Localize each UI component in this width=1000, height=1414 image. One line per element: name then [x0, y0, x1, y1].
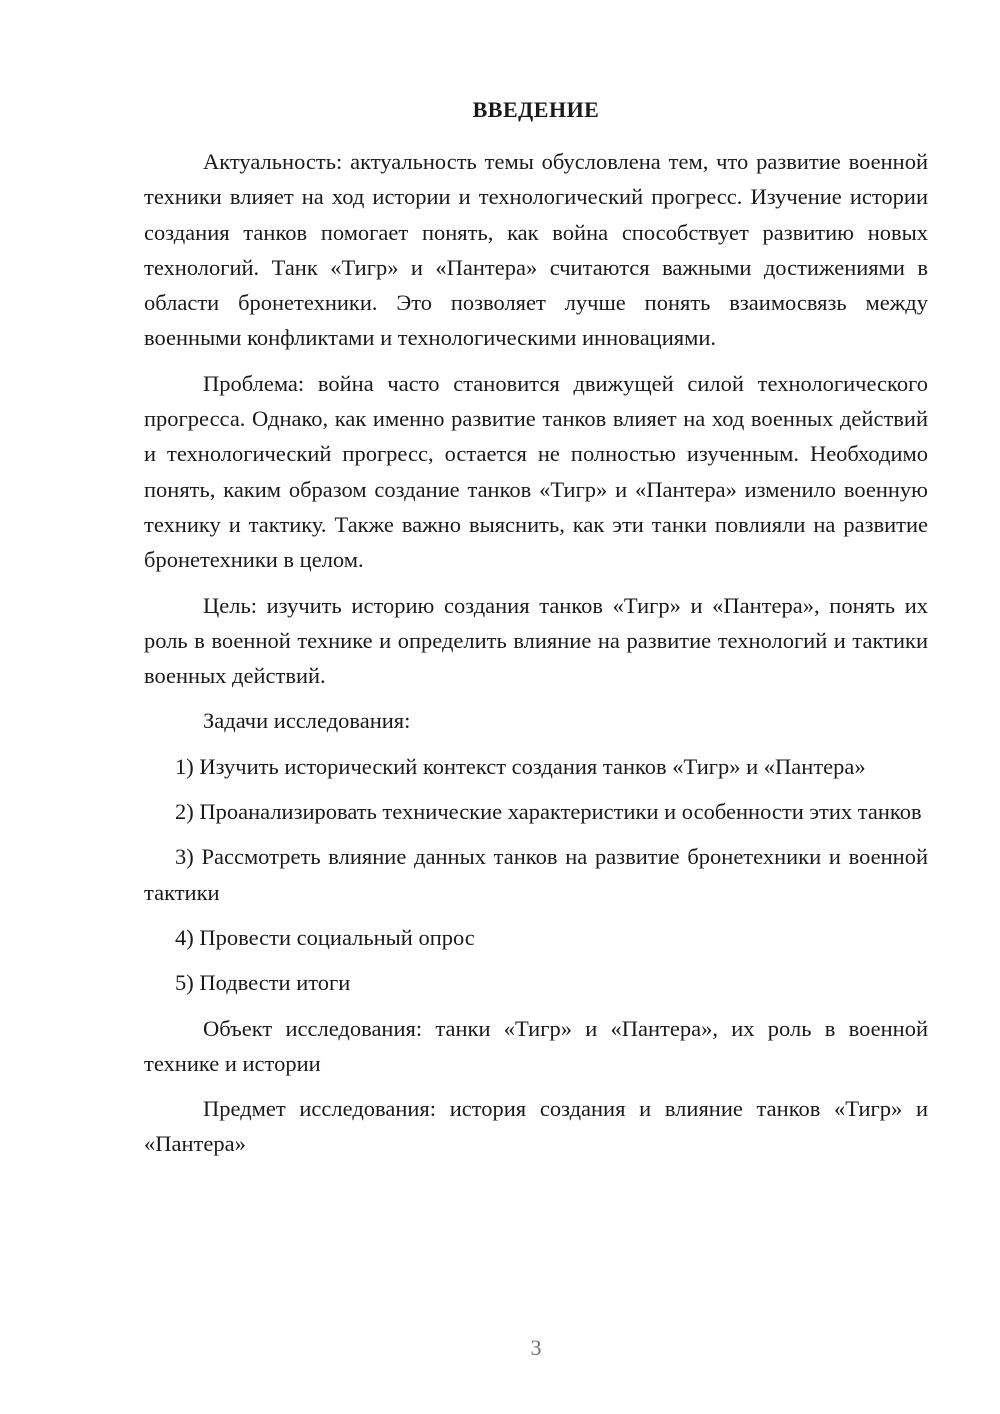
subject-paragraph: Предмет исследования: история создания и влияние танков «Тигр» и «Пантера» — [144, 1096, 928, 1157]
task-item: 3) Рассмотреть влияние данных танков на развитие бронетехники и военной тактики — [144, 844, 928, 905]
document-body — [144, 144, 928, 1172]
tasks-heading: Задачи исследования: — [203, 708, 411, 734]
task-item: 4) Провести социальный опрос — [175, 924, 475, 950]
problem-paragraph: Проблема: война часто становится движущей силой технологического прогресса. Однако, как именно развитие танков влияет на ход военных действий и технологический прогресс, остается не полностью изученным. Необходимо понять, каким образом создание танков «Тигр» и «Пантера» изменило военную технику и тактику. Также важно выяснить, как эти танки повлияли на развитие бронетехники в целом. — [144, 370, 928, 573]
task-item: 5) Подвести итоги — [175, 970, 351, 996]
relevance-paragraph: Актуальность: актуальность темы обусловлена тем, что развитие военной техники влияет на ход истории и технологический прогресс. Изучение истории создания танков помогает понять, как война способствует развитию новых технологий. Танк «Тигр» и «Пантера» считаются важными достижениями в области бронетехники. Это позволяет лучше понять взаимосвязь между военными конфликтами и технологическими инновациями. — [144, 149, 928, 351]
page-number: 3 — [530, 1335, 542, 1360]
task-item: 2) Проанализировать технические характеристики и особенности этих танков — [175, 799, 922, 825]
task-item: 1) Изучить исторический контекст создания танков «Тигр» и «Пантера» — [175, 753, 866, 779]
goal-paragraph: Цель: изучить историю создания танков «Тигр» и «Пантера», понять их роль в военной технике и определить влияние на развитие технологий и тактики военных действий. — [144, 592, 928, 689]
object-paragraph: Объект исследования: танки «Тигр» и «Пантера», их роль в военной технике и истории — [144, 1015, 928, 1076]
page-title: ВВЕДЕНИЕ — [472, 97, 600, 122]
